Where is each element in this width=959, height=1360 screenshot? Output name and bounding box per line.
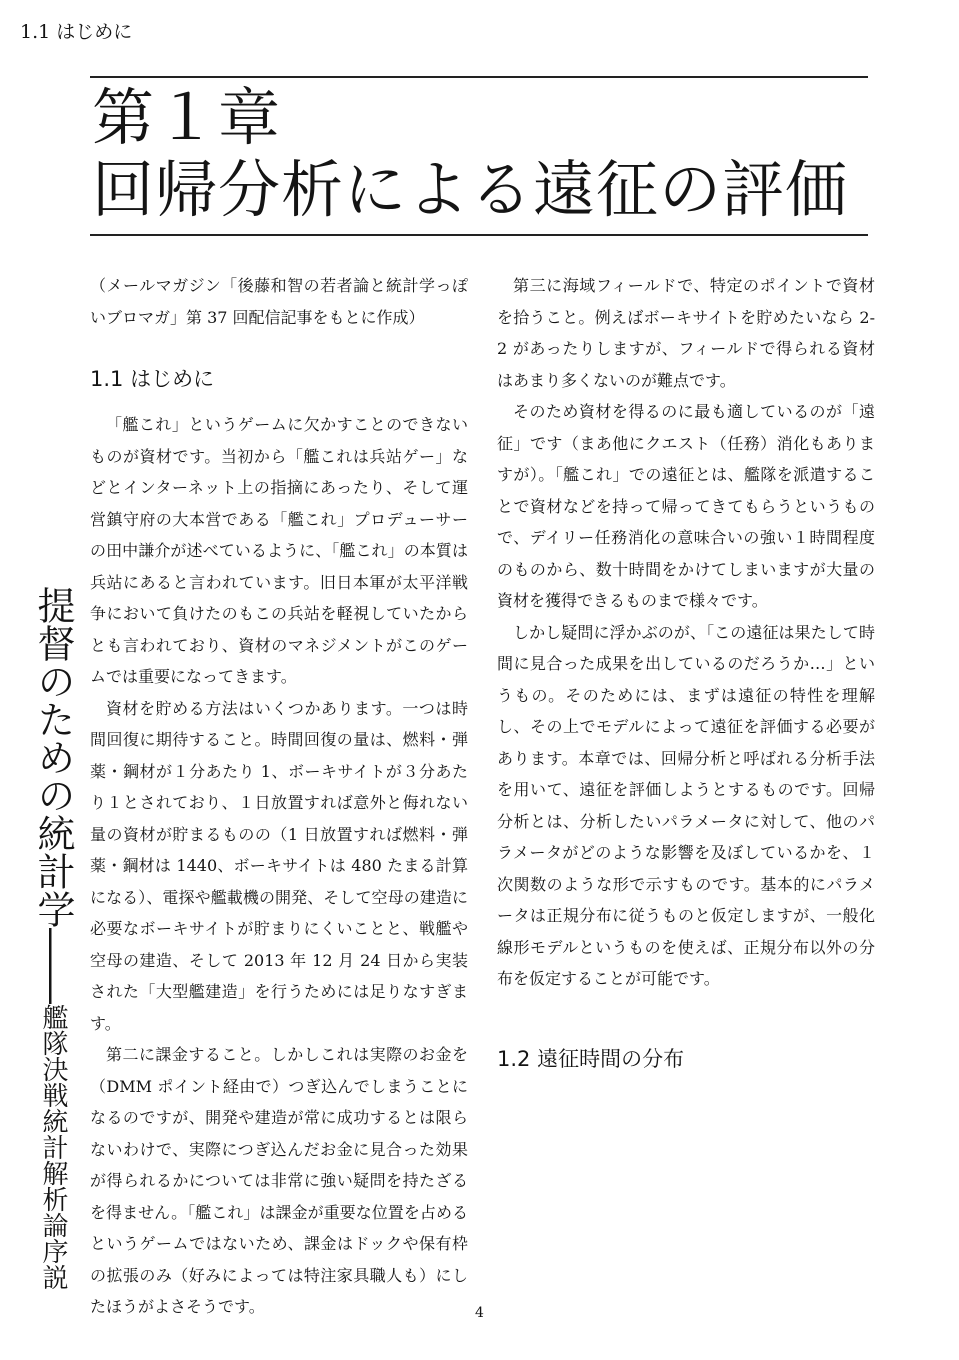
column-left — [90, 270, 468, 1323]
title-rule-bottom — [90, 234, 868, 236]
vertical-book-title — [30, 586, 76, 1290]
section-heading-1-1: 1.1 はじめに — [90, 367, 215, 391]
body-paragraph: 第三に海域フィールドで、特定のポイントで資材を拾うこと。例えばボーキサイトを貯めたいなら 2-2 があったりしますが、フィールドで得られる資材はあまり多くないのが難点です。 — [497, 276, 875, 390]
body-paragraph: 資材を貯める方法はいくつかあります。一つは時間回復に期待すること。時間回復の量は、燃料・弾薬・鋼材が１分あたり 1、ボーキサイトが３分あたり１とされており、１日放置すれば意外と侮れない量の資材が貯まるものの（1 日放置すれば燃料・弾薬・鋼材は 1440、ボーキサイトは 480 たまる計算になる）、電探や艦載機の開発、そして空母の建造に必要なボーキサイトが貯まりにくいことと、戦艦や空母の建造、そして 2013 年 12 月 24 日から実装された「大型艦建造」を行うためには足りなすぎます。 — [90, 698, 468, 1033]
section-heading-1-2: 1.2 遠征時間の分布 — [497, 1046, 685, 1071]
book-title-main: 提督のための統計学 — [31, 586, 75, 928]
chapter-heading: 回帰分析による遠征の評価 — [92, 153, 849, 226]
body-paragraph: 「艦これ」というゲームに欠かすことのできないものが資材です。当初から「艦これは兵站ゲー」などとインターネット上の指摘にあったり、そして運営鎮守府の大本営である「艦これ」プロデューサーの田中謙介が述べているように、「艦これ」の本質は兵站にあると言われています。旧日本軍が太平洋戦争において負けたのもこの兵站を軽視していたからとも言われており、資材のマネジメントがこのゲームでは重要になってきます。 — [90, 415, 468, 686]
title-rule-top — [90, 76, 868, 78]
chapter-title — [92, 82, 882, 226]
body-paragraph: しかし疑問に浮かぶのが、「この遠征は果たして時間に見合った成果を出しているのだろうか…」というもの。そのためには、まずは遠征の特性を理解し、その上でモデルによって遠征を評価する必要があります。本章では、回帰分析と呼ばれる分析手法を用いて、遠征を評価しようとするものです。回帰分析とは、分析したいパラメータに対して、他のパラメータがどのような影響を及ぼしているかを、１次関数のような形で示すものです。基本的にパラメータは正規分布に従うものと仮定しますが、一般化線形モデルというものを使えば、正規分布以外の分布を仮定することが可能です。 — [497, 622, 875, 988]
column-right — [497, 270, 875, 1089]
page-number: 4 — [475, 1305, 484, 1321]
book-title-subtitle: 艦隊決戦統計解析論序説 — [38, 1004, 68, 1290]
book-title-dash: ―― — [31, 928, 75, 1004]
body-paragraph: 第二に課金すること。しかしこれは実際のお金を（DMM ポイント経由で）つぎ込んでしまうことになるのですが、開発や建造が常に成功するとは限らないわけで、実際につぎ込んだお金に見合った効果が得られるかについては非常に強い疑問を持たざるを得ません。「艦これ」は課金が重要な位置を占めるというゲームではないため、課金はドックや保有枠の拡張のみ（好みによっては特注家具職人も）にしたほうがよさそうです。 — [90, 1045, 468, 1316]
body-paragraph: そのため資材を得るのに最も適しているのが「遠征」です（まあ他にクエスト（任務）消化もありますが）。「艦これ」での遠征とは、艦隊を派遣することで資材などを持って帰ってきてもらうというもので、デイリー任務消化の意味合いの強い１時間程度のものから、数十時間をかけてしまいますが大量の資材を獲得できるものまで様々です。 — [497, 402, 875, 610]
chapter-number: 第１章 — [92, 81, 282, 154]
origin-note: （メールマガジン「後藤和智の若者論と統計学っぽいブロマガ」第 37 回配信記事をもとに作成） — [90, 276, 468, 327]
running-head: 1.1 はじめに — [20, 21, 133, 43]
